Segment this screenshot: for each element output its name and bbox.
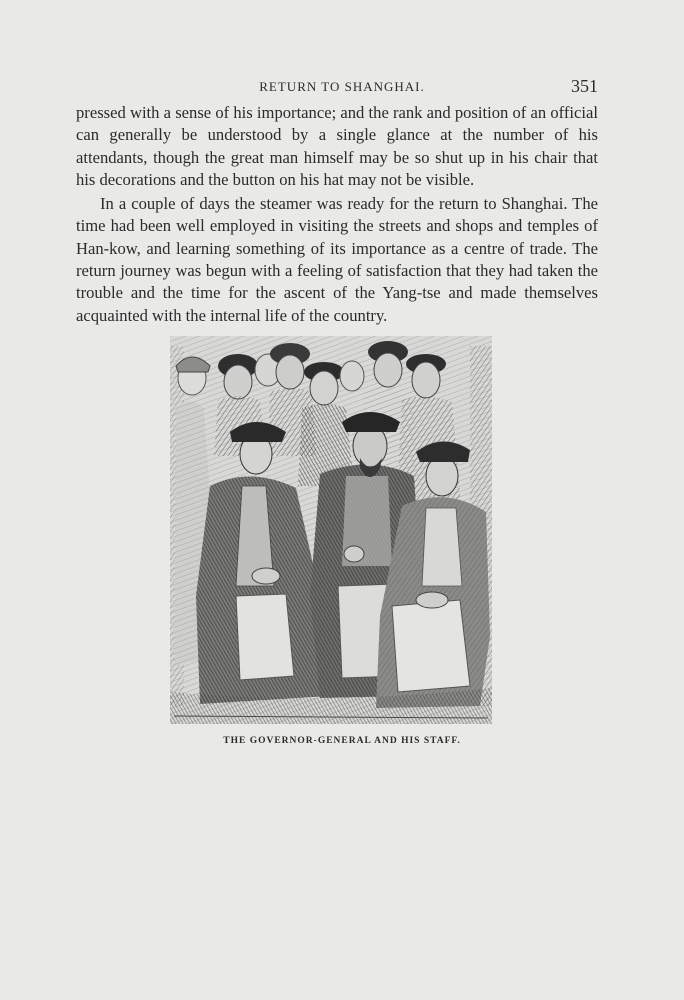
engraving-illustration [170,336,492,724]
running-title: RETURN TO SHANGHAI. [259,79,425,94]
paragraph-return-journey: In a couple of days the steamer was ready for the return to Shanghai. The time had been well employed in visiting the streets and shops and temples of Han-kow, and learning something of its importance as a centre of trade. The return journey was begun with a feeling of satisfaction that they had taken the trouble and the time for the ascent of the Yang-tse and made themselves acquainted with the internal life of the country. [76,194,598,325]
engraving-drawing [170,336,492,724]
page-number: 351 [571,76,598,96]
body-text [76,102,598,329]
running-head [0,76,684,100]
paragraph-continued: pressed with a sense of his importance; and the rank and position of an official can generally be understood by a single glance at the number of his attendants, though the great man himself may be so shut up in his chair that his decorations and the button on his hat may not be visible. [76,103,598,189]
figure-caption: THE GOVERNOR-GENERAL AND HIS STAFF. [223,736,461,746]
